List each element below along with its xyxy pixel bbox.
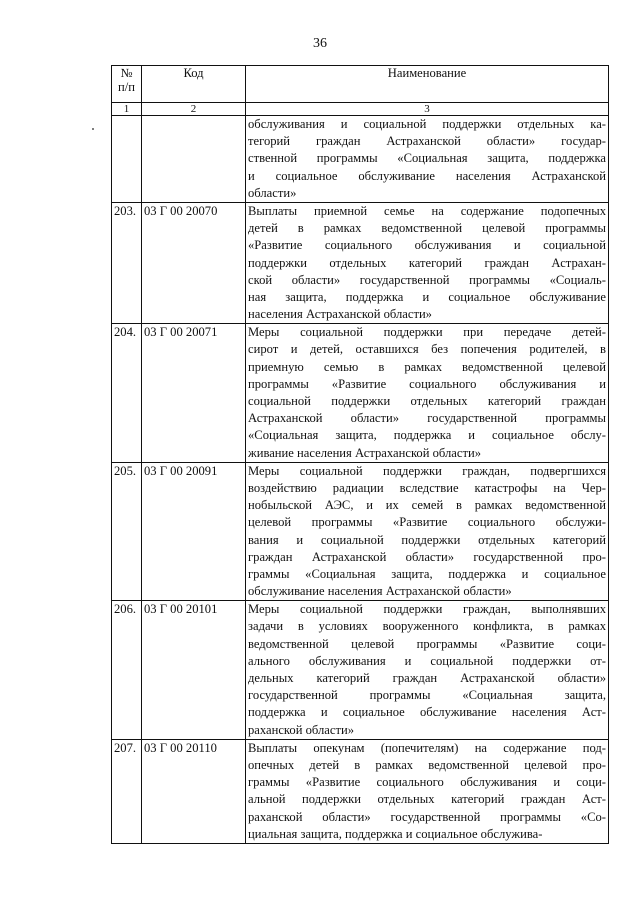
name-text-line: социальной поддержки отдельных категорий граждан <box>248 394 606 408</box>
row-name <box>246 116 609 203</box>
name-text-line: ведомственной целевой программы «Развитие соци- <box>248 636 606 651</box>
name-text-line: нобыльской АЭС, и их семей в рамках ведомственной <box>248 498 606 513</box>
name-text-line: «Социальная защита, поддержка и социальное обслу- <box>248 428 606 443</box>
name-text-line: циальная защита, поддержка и социальное обслужива- <box>248 826 543 841</box>
name-text-line: Астраханской области» государственной программы <box>248 411 606 426</box>
header-num <box>112 66 142 103</box>
row-name <box>246 202 609 323</box>
table-row <box>112 462 609 601</box>
name-text-line: обслуживание населения Астраханской области» <box>248 584 512 599</box>
header-row <box>112 66 609 103</box>
name-text-line: сирот и детей, оставшихся без попечения родителей, в <box>248 342 606 357</box>
name-text-line: ная защита, поддержка и социальное обслуживание <box>248 289 606 304</box>
margin-dot <box>92 128 94 130</box>
name-text-line: ской области» государственной программы «Социаль- <box>248 272 606 287</box>
row-name <box>246 462 609 601</box>
name-text-line: целевой программы «Развитие социального обслужи- <box>248 515 606 530</box>
row-number: 203. <box>112 202 142 323</box>
row-number: 205. <box>112 462 142 601</box>
name-text-line: граммы «Социальная защита, поддержка и социальное <box>248 566 606 581</box>
name-text-line: государственной программы «Социальная защита, <box>248 688 606 703</box>
name-text-line: тегорий граждан Астраханской области» государ- <box>248 134 606 149</box>
row-number <box>112 116 142 203</box>
name-text-line: и социальное обслуживание населения Астраханской <box>248 168 606 183</box>
name-text-line: ального обслуживания и социальной поддержки от- <box>248 653 606 668</box>
row-name <box>246 324 609 463</box>
name-text-line: Меры социальной поддержки граждан, выполнявших <box>248 602 606 617</box>
table-row <box>112 324 609 463</box>
name-text-line: Меры социальной поддержки при передаче детей- <box>248 325 606 340</box>
name-text-line: воздействию радиации вследствие катастрофы на Чер- <box>248 480 606 495</box>
row-code: 03 Г 00 20091 <box>142 462 246 601</box>
name-text-line: Выплаты приемной семье на содержание подопечных <box>248 203 606 218</box>
row-name <box>246 739 609 843</box>
name-text-line: ственной программы «Социальная защита, поддержка <box>248 151 606 166</box>
name-text-line: граждан Астраханской области» государственной про- <box>248 549 606 564</box>
name-text-line: раханской области» <box>248 722 354 737</box>
name-text-line: альной поддержки отдельных категорий граждан Аст- <box>248 792 606 807</box>
row-code: 03 Г 00 20071 <box>142 324 246 463</box>
row-number: 207. <box>112 739 142 843</box>
name-text-line: приемную семью в рамках ведомственной целевой <box>248 359 606 374</box>
classification-table <box>111 65 609 844</box>
row-number: 204. <box>112 324 142 463</box>
row-code: 03 Г 00 20101 <box>142 601 246 740</box>
name-text-line: задачи в условиях вооруженного конфликта, в рамках <box>248 619 606 634</box>
name-text-line: поддержки отдельных категорий граждан Астрахан- <box>248 255 606 270</box>
table-row <box>112 739 609 843</box>
table-body <box>112 116 609 844</box>
table-row <box>112 116 609 203</box>
row-number: 206. <box>112 601 142 740</box>
column-index: 2 <box>142 103 246 116</box>
name-text-line: населения Астраханской области» <box>248 307 432 322</box>
row-code: 03 Г 00 20070 <box>142 202 246 323</box>
name-text-line: раханской области» государственной программы «Со- <box>248 809 606 824</box>
row-name <box>246 601 609 740</box>
row-code: 03 Г 00 20110 <box>142 739 246 843</box>
name-text-line: детей в рамках ведомственной целевой программы <box>248 221 606 236</box>
name-text-line: программы «Развитие социального обслуживания и <box>248 376 606 391</box>
name-text-line: Выплаты опекунам (попечителям) на содержание под- <box>248 740 606 755</box>
column-index: 1 <box>112 103 142 116</box>
name-text-line: поддержка и социальное обслуживание населения Аст- <box>248 705 606 720</box>
name-text-line: Меры социальной поддержки граждан, подвергшихся <box>248 463 606 478</box>
header-num-symbol: № <box>120 66 133 80</box>
column-index: 3 <box>246 103 609 116</box>
name-text-line: вания и социальной поддержки отдельных категорий <box>248 532 606 547</box>
page-number: 36 <box>313 36 327 51</box>
name-text-line: области» <box>248 185 297 200</box>
name-text-line: обслуживания и социальной поддержки отдельных ка- <box>248 117 606 131</box>
column-index-row <box>112 103 609 116</box>
name-text-line: живание населения Астраханской области» <box>248 445 482 460</box>
name-text-line: дельных категорий граждан Астраханской области» <box>248 671 606 685</box>
name-text-line: опечных детей в рамках ведомственной целевой про- <box>248 757 606 772</box>
header-code: Код <box>142 66 246 103</box>
header-name: Наименование <box>246 66 609 103</box>
row-code <box>142 116 246 203</box>
table-row <box>112 202 609 323</box>
header-num-abbrev: п/п <box>118 80 135 94</box>
name-text-line: граммы «Развитие социального обслуживания и соци- <box>248 775 606 790</box>
name-text-line: «Развитие социального обслуживания и социальной <box>248 238 606 253</box>
table-row <box>112 601 609 740</box>
